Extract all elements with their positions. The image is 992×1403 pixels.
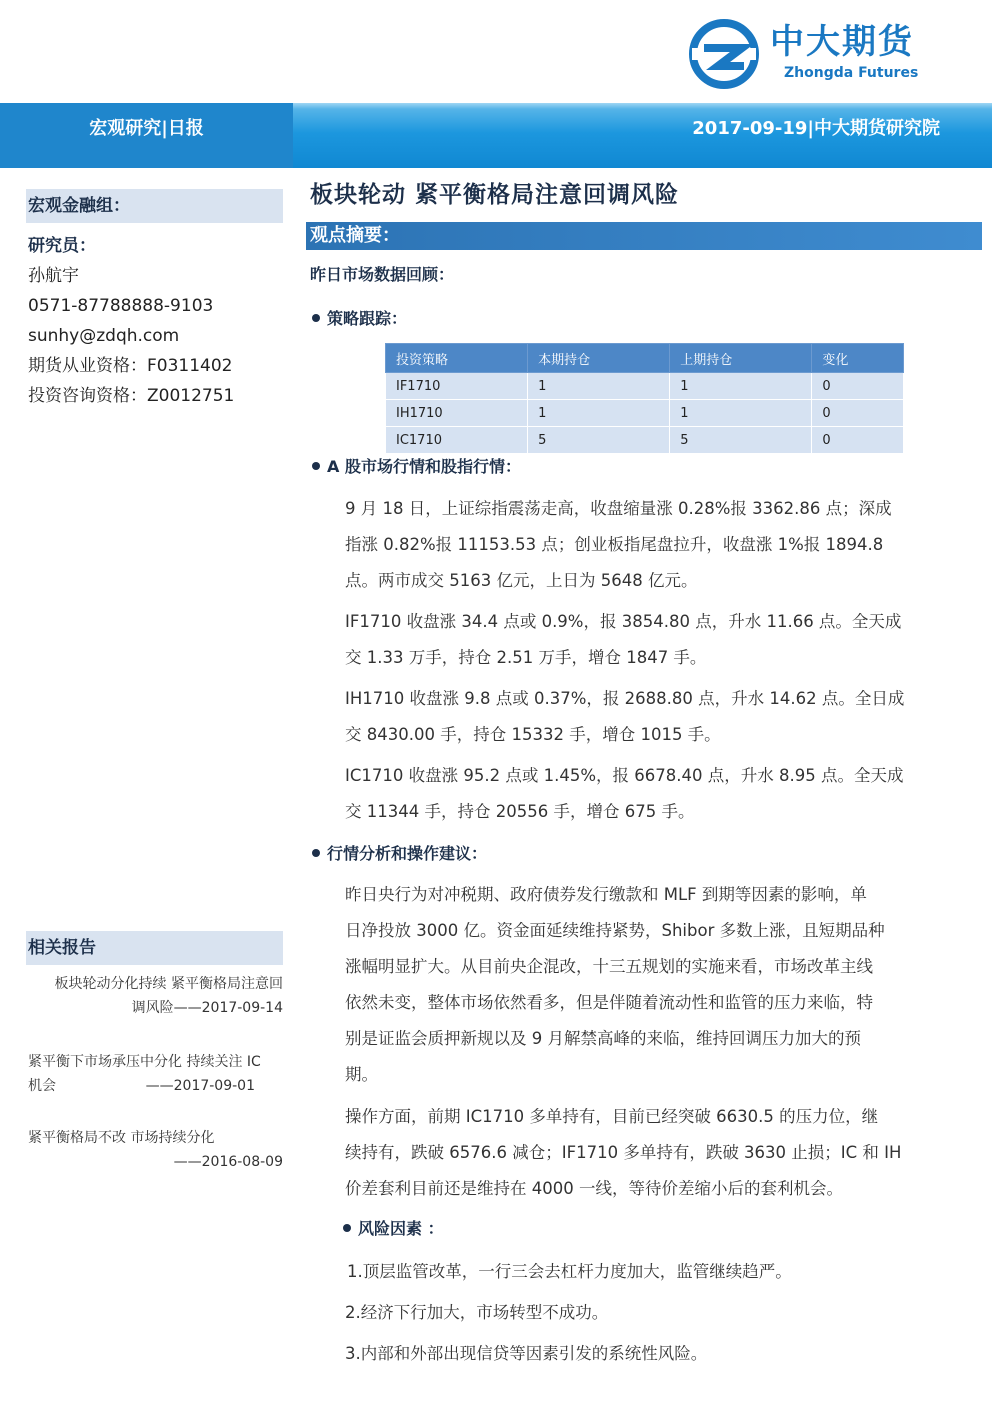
- related-report-3-title: 紧平衡格局不改 市场持续分化: [28, 1130, 215, 1146]
- related-report-1-date: 调风险——2017-09-14: [131, 1000, 283, 1016]
- text-line: 交 1.33 万手，持仓 2.51 万手，增仓 1847 手。: [345, 648, 707, 667]
- analysis-paragraph-1: [345, 877, 905, 1093]
- market-heading-row: [312, 456, 521, 478]
- table-cell: IF1710: [386, 373, 528, 400]
- table-header-row: [386, 344, 904, 373]
- text-line: 交 8430.00 手，持仓 15332 手，增仓 1015 手。: [345, 725, 721, 744]
- text-line: 点。两市成交 5163 亿元，上日为 5648 亿元。: [345, 571, 698, 590]
- table-cell: 1: [670, 373, 812, 400]
- researcher-phone: 0571-87788888-9103: [28, 296, 214, 316]
- text-line: 依然未变，整体市场依然看多，但是伴随着流动性和监管的压力来临，特: [345, 993, 873, 1012]
- related-report-3[interactable]: [28, 1126, 283, 1174]
- report-date-source: 2017-09-19|中大期货研究院: [692, 118, 940, 139]
- text-line: 别是证监会质押新规以及 9 月解禁高峰的来临，维持回调压力加大的预: [345, 1029, 861, 1048]
- bullet-icon: [343, 1224, 351, 1232]
- bullet-icon: [312, 462, 320, 470]
- bullet-icon: [312, 849, 320, 857]
- text-line: IF1710 收盘涨 34.4 点或 0.9%，报 3854.80 点，升水 11.66 点。全天成: [345, 612, 902, 631]
- table-header: 变化: [812, 344, 904, 373]
- position-table: [385, 343, 904, 454]
- table-cell: 0: [812, 400, 904, 427]
- table-cell: 1: [528, 400, 670, 427]
- text-line: 价差套利目前还是维持在 4000 一线，等待价差缩小后的套利机会。: [345, 1179, 843, 1198]
- text-line: 交 11344 手，持仓 20556 手，增仓 675 手。: [345, 802, 695, 821]
- text-line: IC1710 收盘涨 95.2 点或 1.45%，报 6678.40 点，升水 8.95 点。全天成: [345, 766, 904, 785]
- analysis-heading-row: [312, 843, 487, 865]
- table-header: 本期持仓: [528, 344, 670, 373]
- text-line: 指涨 0.82%报 11153.53 点；创业板指尾盘拉升，收盘涨 1%报 1894.8: [345, 535, 884, 554]
- market-paragraph-if: [345, 604, 905, 676]
- risk-item-3: 3.内部和外部出现信贷等因素引发的系统性风险。: [345, 1344, 708, 1363]
- table-cell: 1: [528, 373, 670, 400]
- risk-item-1: 1.顶层监管改革，一行三会去杠杆力度加大，监管继续趋严。: [347, 1262, 792, 1281]
- zhongda-logo-icon: [688, 18, 760, 90]
- risk-item-2: 2.经济下行加大，市场转型不成功。: [345, 1303, 609, 1322]
- related-reports-title: 相关报告: [26, 931, 283, 965]
- market-paragraph-1: [345, 491, 905, 599]
- related-report-2-date: ——2017-09-01: [145, 1078, 255, 1094]
- text-line: IH1710 收盘涨 9.8 点或 0.37%，报 2688.80 点，升水 14.62 点。全日成: [345, 689, 905, 708]
- researcher-label: 研究员：: [28, 236, 96, 256]
- table-header: 投资策略: [386, 344, 528, 373]
- table-cell: IC1710: [386, 427, 528, 454]
- table-row: [386, 373, 904, 400]
- related-report-1[interactable]: [28, 972, 283, 1020]
- strategy-heading: 策略跟踪：: [327, 309, 408, 328]
- logo-chinese-name: 中大期货: [770, 22, 914, 62]
- table-cell: IH1710: [386, 400, 528, 427]
- market-paragraph-ic: [345, 758, 905, 830]
- review-heading: 昨日市场数据回顾：: [310, 265, 455, 284]
- analysis-heading: 行情分析和操作建议：: [327, 844, 488, 863]
- table-cell: 0: [812, 373, 904, 400]
- related-report-2[interactable]: [28, 1050, 283, 1098]
- table-row: [386, 400, 904, 427]
- futures-qualification: 期货从业资格：F0311402: [28, 356, 233, 376]
- table-cell: 1: [670, 400, 812, 427]
- text-line: 昨日央行为对冲税期、政府债券发行缴款和 MLF 到期等因素的影响，单: [345, 885, 867, 904]
- consulting-qualification: 投资咨询资格：Z0012751: [28, 386, 235, 406]
- text-line: 涨幅明显扩大。从目前央企混改，十三五规划的实施来看，市场改革主线: [345, 957, 873, 976]
- related-report-2-title: 紧平衡下市场承压中分化 持续关注 IC: [28, 1054, 261, 1070]
- table-row: [386, 427, 904, 454]
- related-report-2-title-cont: 机会: [28, 1078, 56, 1094]
- table-header: 上期持仓: [670, 344, 812, 373]
- risk-heading-row: [343, 1218, 444, 1240]
- related-report-3-date: ——2016-08-09: [173, 1154, 283, 1170]
- researcher-name: 孙航宇: [28, 266, 79, 286]
- report-title: 板块轮动 紧平衡格局注意回调风险: [310, 181, 680, 208]
- summary-label: 观点摘要：: [310, 225, 400, 246]
- text-line: 期。: [345, 1065, 378, 1084]
- related-report-1-title: 板块轮动分化持续 紧平衡格局注意回: [54, 976, 283, 992]
- table-cell: 5: [670, 427, 812, 454]
- summary-bar: [306, 222, 982, 250]
- bullet-icon: [312, 314, 320, 322]
- analysis-paragraph-2: [345, 1099, 905, 1207]
- logo-english-name: Zhongda Futures: [784, 65, 919, 81]
- text-line: 日净投放 3000 亿。资金面延续维持紧势，Shibor 多数上涨，且短期品种: [345, 921, 885, 940]
- report-category: 宏观研究|日报: [89, 118, 204, 139]
- strategy-heading-row: [312, 308, 407, 330]
- table-cell: 0: [812, 427, 904, 454]
- researcher-email[interactable]: sunhy@zdqh.com: [28, 326, 180, 346]
- risk-heading: 风险因素 ：: [358, 1219, 444, 1238]
- group-title: 宏观金融组：: [26, 189, 283, 223]
- text-line: 续持有，跌破 6576.6 减仓；IF1710 多单持有，跌破 3630 止损；IC 和 IH: [345, 1143, 902, 1162]
- text-line: 操作方面，前期 IC1710 多单持有，目前已经突破 6630.5 的压力位，继: [345, 1107, 879, 1126]
- text-line: 9 月 18 日，上证综指震荡走高，收盘缩量涨 0.28%报 3362.86 点；深成: [345, 499, 892, 518]
- market-heading: A 股市场行情和股指行情：: [327, 457, 521, 476]
- table-cell: 5: [528, 427, 670, 454]
- market-paragraph-ih: [345, 681, 905, 753]
